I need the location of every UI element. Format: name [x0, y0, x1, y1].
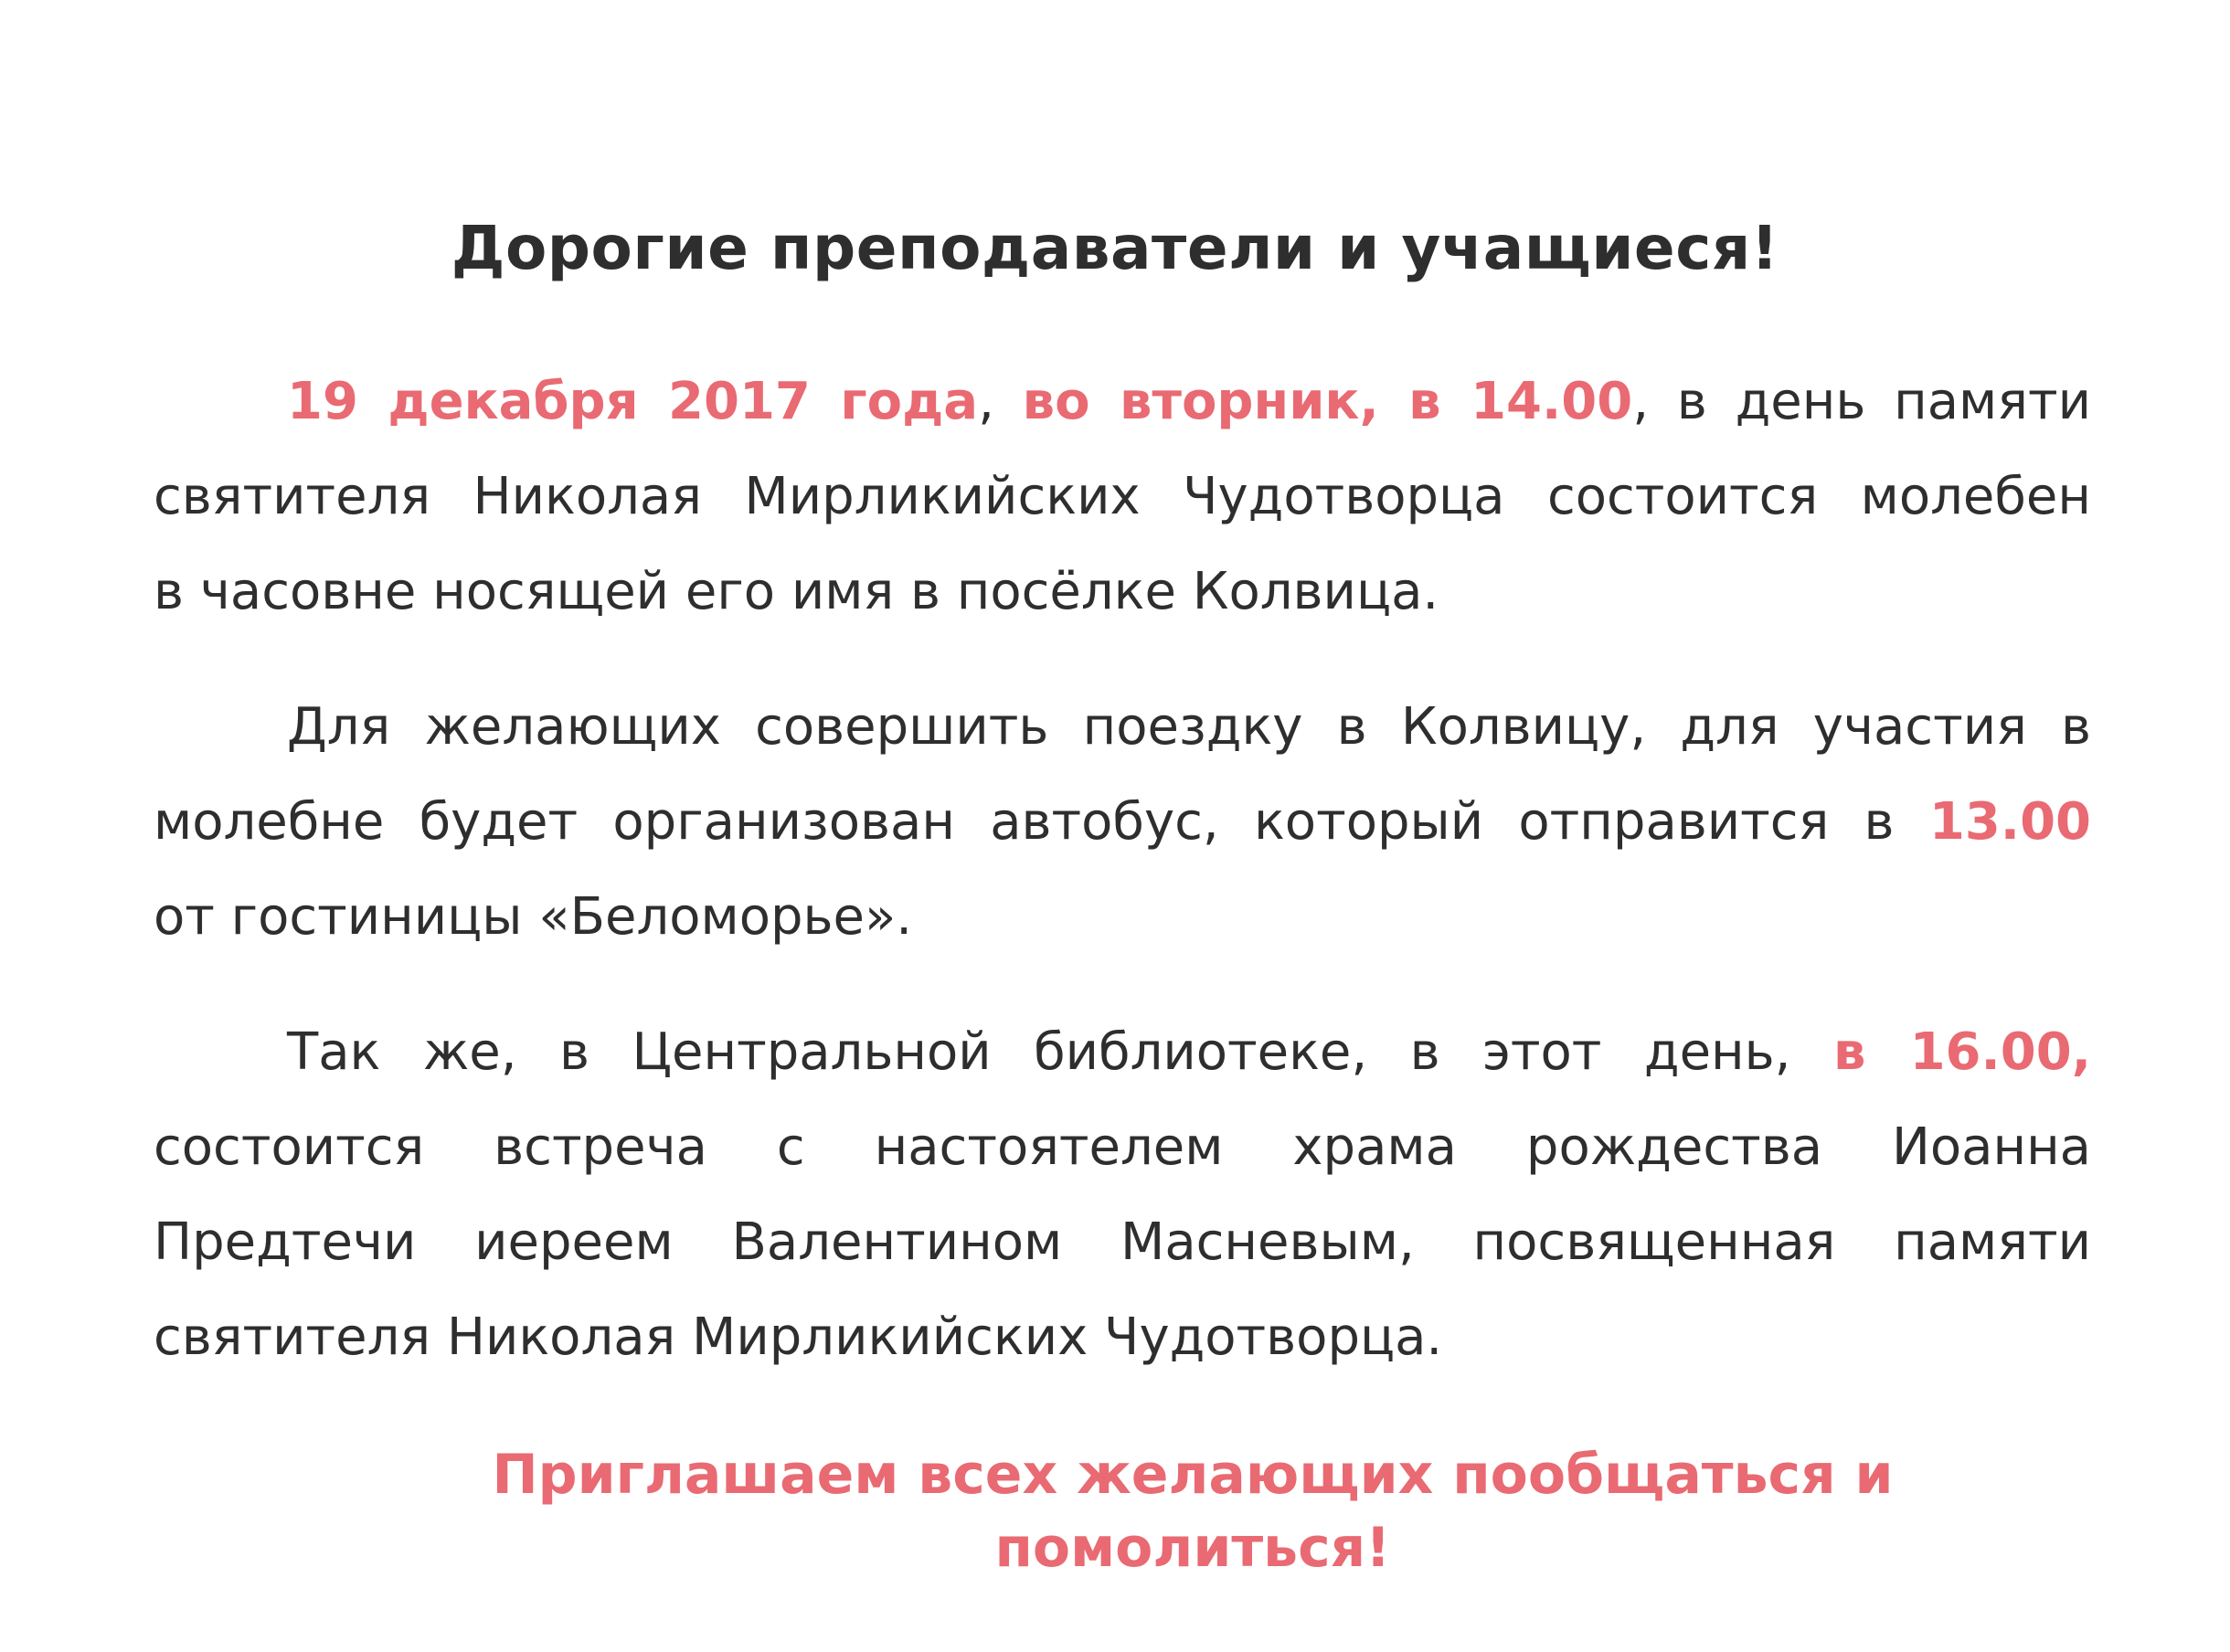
paragraph-line: в часовне носящей его имя в посёлке Колвица. [154, 562, 1439, 621]
paragraph-bus-trip [154, 680, 2091, 965]
event-weekday-time: во вторник, в 14.00 [1022, 372, 1633, 431]
paragraph-event-prayer [154, 355, 2091, 640]
page-title: Дорогие преподаватели и учащиеся! [451, 213, 1779, 283]
paragraph-line: святителя Николая Мирликийских Чудотворца состоится молебен [154, 467, 2091, 526]
paragraph-line [154, 1005, 2091, 1100]
bus-departure-time: 13.00 [1928, 792, 2091, 852]
paragraph-text: , в день памяти [1632, 372, 2092, 431]
paragraph-library-meeting [154, 1005, 2091, 1385]
paragraph-line [154, 775, 2091, 870]
closing-invitation: Приглашаем всех желающих пообщаться и помолиться! [492, 1443, 1894, 1580]
paragraph-text: молебне будет организован автобус, который отправится в [154, 792, 1929, 852]
paragraph-line: от гостиницы «Беломорье». [154, 887, 913, 947]
paragraph-line [154, 355, 2091, 450]
paragraph-line: состоится встреча с настоятелем храма рождества Иоанна [154, 1117, 2091, 1177]
paragraph-line: Для желающих совершить поездку в Колвицу, для участия в [287, 697, 2091, 757]
meeting-time: в 16.00, [1832, 1022, 2091, 1082]
separator-text: , [978, 372, 1023, 431]
event-date: 19 декабря 2017 года [287, 372, 979, 431]
paragraph-text: Так же, в Центральной библиотеке, в этот день, [287, 1022, 1833, 1082]
paragraph-line: святителя Николая Мирликийских Чудотворца. [154, 1308, 1443, 1367]
paragraph-line: Предтечи иереем Валентином Масневым, посвященная памяти [154, 1213, 2091, 1272]
